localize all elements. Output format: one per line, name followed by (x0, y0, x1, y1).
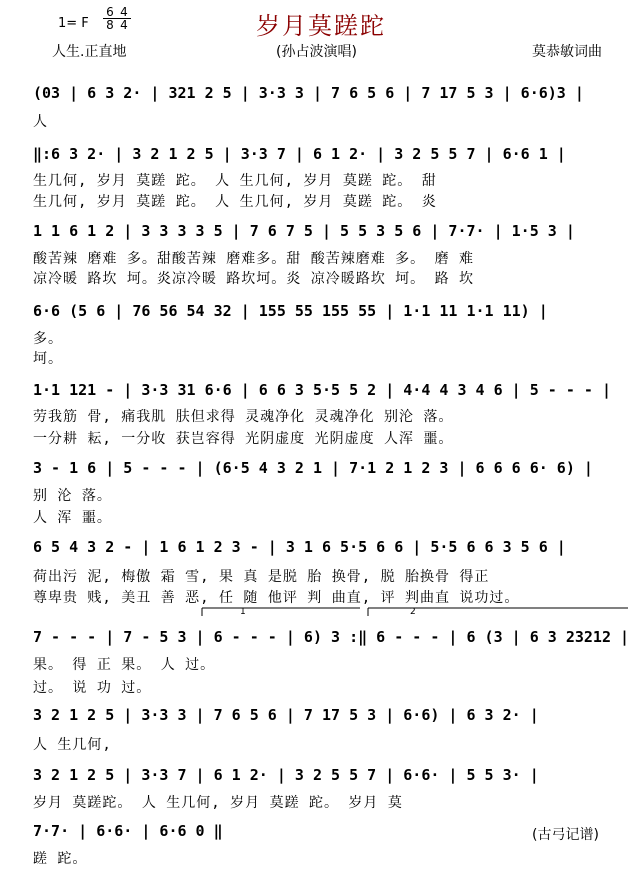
lyric-line: 生几何, 岁月 莫蹉 跎。 人 生几何, 岁月 莫蹉 跎。 炎 (33, 194, 437, 210)
notation-line: 7 - - - | 7 - 5 3 | 6 - - - | 6) 3 :‖ 6 - - - | 6 (3 | 6 3 23212 | (33, 628, 630, 646)
lyric-line: 多。 (33, 331, 63, 347)
svg-text:1: 1 (240, 607, 246, 617)
notation-line: 6 5 4 3 2 - | 1 6 1 2 3 - | 3 1 6 5·5 6 6 | 5·5 6 6 3 5 6 | (33, 538, 566, 556)
volta-brackets (200, 604, 630, 620)
notation-line: 3 2 1 2 5 | 3·3 7 | 6 1 2· | 3 2 5 5 7 | 6·6· | 5 5 3· | (33, 766, 539, 784)
composer-credit: 莫恭敏词曲 (532, 44, 602, 60)
lyric-line: 一分耕 耘, 一分收 获岂容得 光阴虚度 光阴虚度 人浑 噩。 (33, 431, 454, 447)
lyric-line: 别 沦 落。 (33, 488, 112, 504)
lyric-line: 蹉 跎。 (33, 851, 88, 867)
lyric-line: 生几何, 岁月 莫蹉 跎。 人 生几何, 岁月 莫蹉 跎。 甜 (33, 173, 437, 189)
time-signature-denominator: 4 (117, 18, 131, 31)
time-signature-denominator: 8 (103, 18, 117, 31)
notation-line: 6·6 (5 6 | 76 56 54 32 | 155 55 155 55 | 1·1 11 1·1 11) | (33, 302, 548, 320)
notation-line: 7·7· | 6·6· | 6·6 0 ‖ (33, 822, 223, 840)
lyric-line: 人 (33, 114, 48, 130)
lyric-line: 凉冷暖 路坎 坷。炎凉冷暖 路坎坷。炎 凉冷暖路坎 坷。 路 坎 (33, 271, 474, 287)
song-title: 岁月莫蹉跎 (256, 12, 386, 40)
lyric-line: 尊卑贵 贱, 美丑 善 恶, 任 随 他评 判 曲直, 评 判曲直 说功过。 (33, 590, 520, 606)
lyric-line: 果。 得 正 果。 人 过。 (33, 657, 216, 673)
time-signature-6-8 (103, 6, 117, 31)
lyric-line: 过。 说 功 过。 (33, 680, 152, 696)
notation-line: 3 2 1 2 5 | 3·3 3 | 7 6 5 6 | 7 17 5 3 | 6·6) | 6 3 2· | (33, 706, 539, 724)
time-signature-numerator: 6 (106, 5, 114, 19)
notation-line: ‖:6 3 2· | 3 2 1 2 5 | 3·3 7 | 6 1 2· | 3 2 5 5 7 | 6·6 1 | (33, 145, 566, 163)
album-name: 人生.正直地 (52, 44, 127, 60)
lyric-line: 人 生几何, (33, 737, 112, 753)
key-signature: 1= F (58, 16, 89, 31)
transcriber-credit: (古弓记谱) (532, 827, 599, 843)
lyric-line: 荷出污 泥, 梅傲 霜 雪, 果 真 是脱 胎 换骨, 脱 胎换骨 得正 (33, 569, 490, 585)
time-signature-4-4 (117, 6, 131, 31)
time-signature-numerator: 4 (120, 5, 128, 19)
notation-line: 3 - 1 6 | 5 - - - | (6·5 4 3 2 1 | 7·1 2 1 2 3 | 6 6 6 6· 6) | (33, 459, 593, 477)
lyric-line: 酸苦辣 磨难 多。甜酸苦辣 磨难多。甜 酸苦辣磨难 多。 磨 难 (33, 251, 474, 267)
lyric-line: 劳我筋 骨, 痛我肌 肤但求得 灵魂净化 灵魂净化 别沦 落。 (33, 409, 454, 425)
lyric-line: 坷。 (33, 351, 63, 367)
notation-line: 1·1 121 - | 3·3 31 6·6 | 6 6 3 5·5 5 2 | 4·4 4 3 4 6 | 5 - - - | (33, 381, 611, 399)
notation-line: (03 | 6 3 2· | 321 2 5 | 3·3 3 | 7 6 5 6 | 7 17 5 3 | 6·6)3 | (33, 84, 584, 102)
lyric-line: 岁月 莫蹉跎。 人 生几何, 岁月 莫蹉 跎。 岁月 莫 (33, 795, 403, 811)
svg-text:2: 2 (410, 607, 416, 617)
notation-line: 1 1 6 1 2 | 3 3 3 3 5 | 7 6 7 5 | 5 5 3 5 6 | 7·7· | 1·5 3 | (33, 222, 575, 240)
lyric-line: 人 浑 噩。 (33, 510, 112, 526)
singer-credit: (孙占波演唱) (276, 44, 357, 60)
